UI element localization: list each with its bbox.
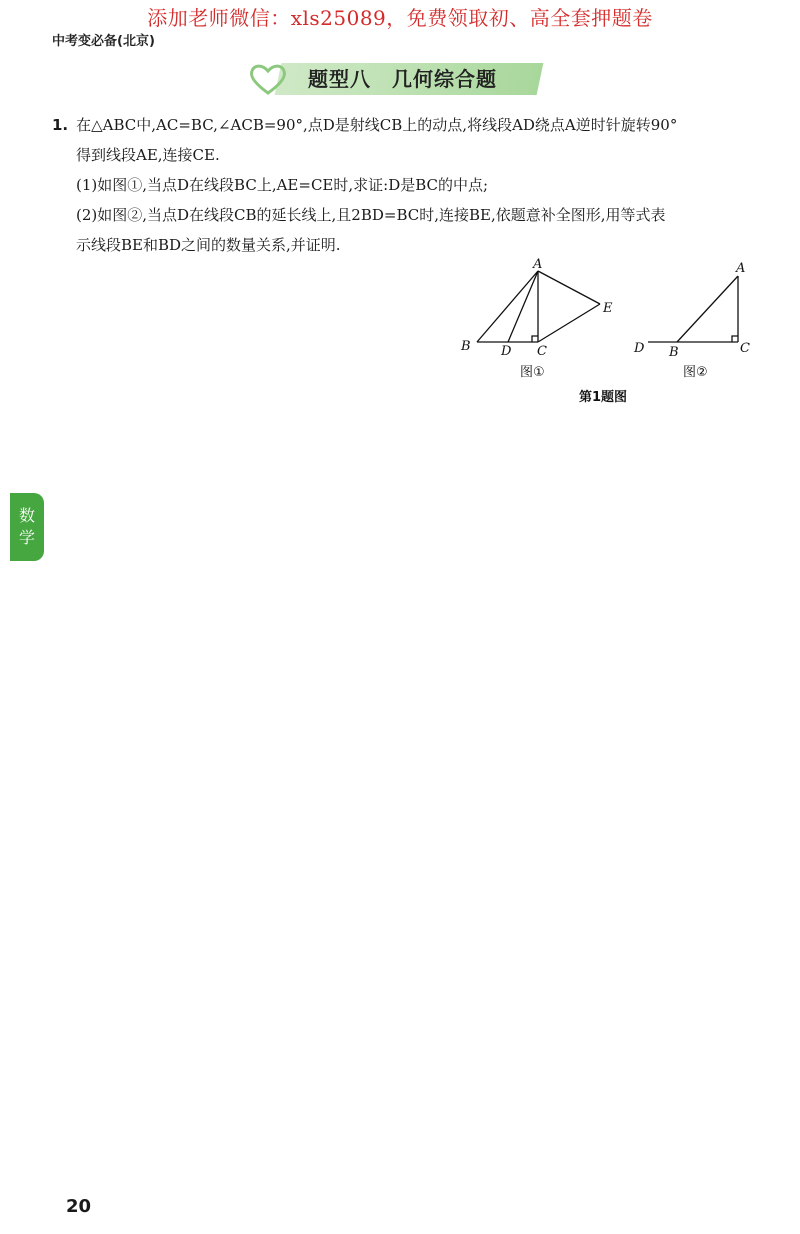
fig1-label-b: B: [461, 339, 471, 354]
segment-ad: [508, 271, 538, 342]
heart-icon: [248, 62, 288, 96]
intro-line-2: 得到线段AE,连接CE.: [76, 146, 220, 164]
part-2-line-2: 示线段BE和BD之间的数量关系,并证明.: [76, 236, 341, 254]
part-2-line-1: (2)如图②,当点D在线段CB的延长线上,且2BD=BC时,连接BE,依题意补全图形,用等式表: [76, 206, 666, 224]
right-angle-mark-2: [732, 336, 738, 342]
fig1-label-c: C: [537, 344, 547, 359]
segment-ab: [477, 271, 538, 342]
figure-2-caption: 图②: [683, 365, 708, 380]
watermark-text: 添加老师微信：xls25089，免费领取初、高全套押题卷: [147, 6, 653, 30]
segment-ce: [538, 304, 600, 342]
fig2-label-c: C: [740, 341, 750, 356]
section-banner: [248, 60, 548, 98]
figure-1: [477, 271, 600, 342]
subject-tab: [10, 493, 44, 561]
intro-line-1: 在△ABC中,AC=BC,∠ACB=90°,点D是射线CB上的动点,将线段AD绕点A逆时针旋转90°: [76, 116, 678, 134]
section-title: 题型八 几何综合题: [308, 67, 497, 91]
figure-2-labels: [633, 261, 750, 360]
problem-intro: [52, 110, 762, 140]
fig1-label-e: E: [603, 301, 613, 316]
problem-block: [52, 110, 762, 260]
figure-group: [455, 255, 775, 415]
subject-tab-char-2: 学: [18, 528, 35, 547]
segment-ae: [538, 271, 600, 304]
subject-tab-char-1: 数: [18, 506, 35, 525]
question-number: 1.: [52, 116, 69, 134]
segment-ab-2: [677, 276, 738, 342]
geometry-figures: [455, 255, 775, 365]
fig1-label-a: A: [533, 257, 543, 272]
right-angle-mark-1: [532, 336, 538, 342]
fig1-label-d: D: [501, 344, 512, 359]
figure-1-caption: 图①: [520, 365, 545, 380]
figure-2: [648, 276, 738, 342]
figure-group-caption: 第1题图: [579, 390, 628, 405]
running-head: 中考变必备(北京): [52, 34, 155, 49]
part-1: (1)如图①,当点D在线段BC上,AE=CE时,求证:D是BC的中点;: [76, 176, 489, 194]
page-number: 20: [66, 1196, 92, 1217]
fig2-label-b: B: [669, 345, 679, 360]
fig2-label-a: A: [736, 261, 746, 276]
fig2-label-d: D: [634, 341, 645, 356]
